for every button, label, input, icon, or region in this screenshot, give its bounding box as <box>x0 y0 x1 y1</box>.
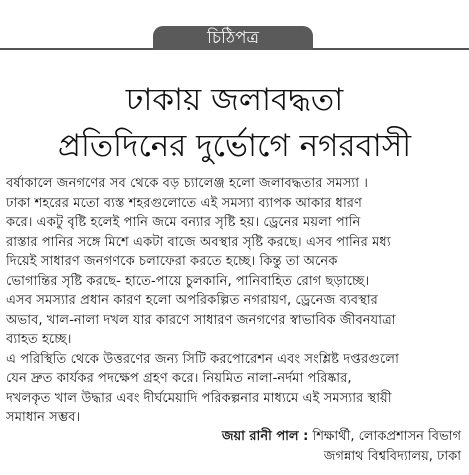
headline-line-1: ঢাকায় জলাবদ্ধতা <box>125 82 344 118</box>
signature-line-1 <box>222 427 461 447</box>
body-line: ভোগান্তির সৃষ্টি করছে- হাতে-পায়ে চুলকানি, পানিবাহিত রোগ ছড়াচ্ছে। <box>6 273 370 289</box>
section-tab: চিঠিপত্র <box>153 26 313 50</box>
author-institution: জগন্নাথ বিশ্ববিদ্যালয়, ঢাকা <box>323 449 461 464</box>
signature-block <box>222 427 461 467</box>
body-line: এ পরিস্থিতি থেকে উত্তরণের জন্য সিটি করপোরেশন এবং সংশ্লিষ্ট দপ্তরগুলো <box>6 351 399 367</box>
author-role: শিক্ষার্থী, লোকপ্রশাসন বিভাগ <box>312 429 461 444</box>
author-name: জয়া রানী পাল : <box>221 429 309 444</box>
body-line: রাস্তার পানির সঙ্গে মিশে একটা বাজে অবস্থার সৃষ্টি করছে। এসব পানির মধ্য <box>6 234 391 250</box>
body-line: যেন দ্রুত কার্যকর পদক্ষেপ গ্রহণ করে। নিয়মিত নালা-নর্দমা পরিষ্কার, <box>6 371 352 386</box>
body-line: দখলকৃত খাল উদ্ধার এবং দীর্ঘমেয়াদি পরিকল্পনার মাধ্যমে এই সমস্যার স্থায়ী <box>6 390 392 406</box>
body-line: দিয়েই সাধারণ জনগণকে চলাফেরা করতে হচ্ছে। কিন্তু তা অনেক <box>6 254 338 269</box>
body-line: করে। একটু বৃষ্টি হলেই পানি জমে বন্যার সৃষ্টি হয়। ড্রেনের ময়লা পানি <box>6 215 361 230</box>
body-line: অভাব, খাল-নালা দখল যার কারণে সাধারণ জনগণের স্বাভাবিক জীবনযাত্রা <box>6 312 396 328</box>
headline-line-2: প্রতিদিনের দুর্ভোগে নগরবাসী <box>57 128 412 164</box>
body-line: সমাধান সম্ভব। <box>6 410 81 425</box>
body-line: ঢাকা শহরের মতো ব্যস্ত শহরগুলোতে এই সমস্যা ব্যাপক আকার ধারণ <box>6 195 362 211</box>
body-line: এসব সমস্যার প্রধান কারণ হলো অপরিকল্পিত নগরায়ণ, ড্রেনেজ ব্যবস্থার <box>6 293 378 308</box>
body-line: ব্যাহত হচ্ছে। <box>6 332 72 347</box>
letter-body <box>6 174 464 428</box>
body-line: বর্ষাকালে জনগণের সব থেকে বড় চ্যালেঞ্জ হলো জলাবদ্ধতার সমস্যা । <box>6 176 368 191</box>
